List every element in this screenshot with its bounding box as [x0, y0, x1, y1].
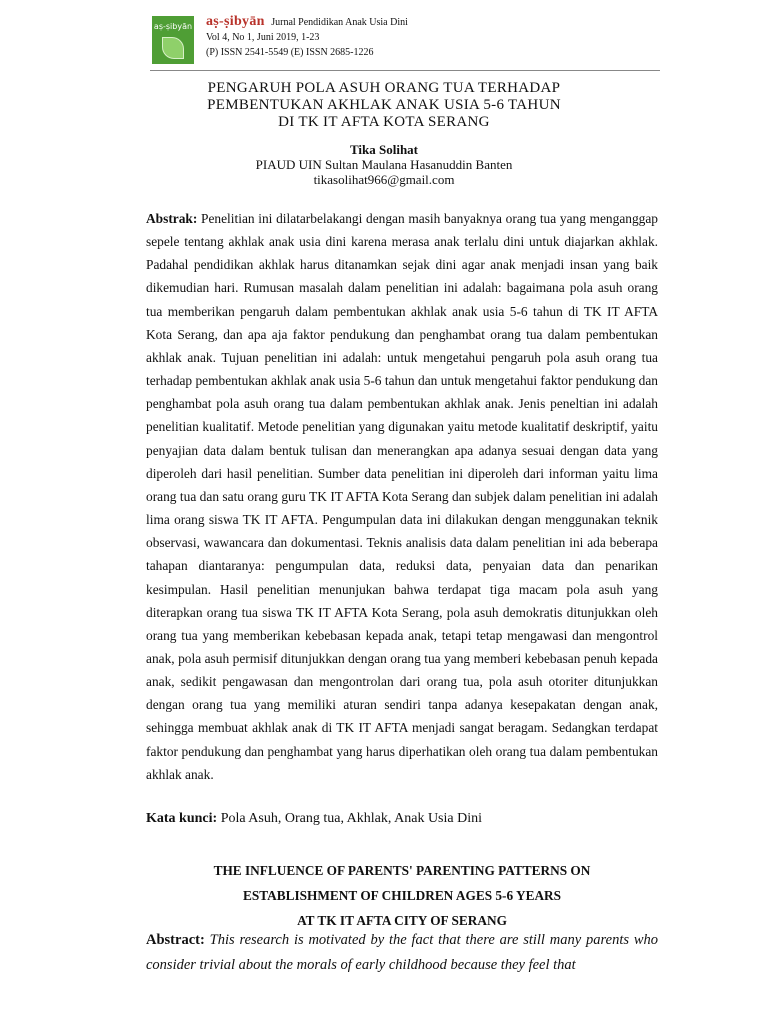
author-email: tikasolihat966@gmail.com — [313, 172, 455, 187]
title-line: PEMBENTUKAN AKHLAK ANAK USIA 5-6 TAHUN — [207, 97, 561, 113]
english-title-line: THE INFLUENCE OF PARENTS' PARENTING PATTERNS ON — [213, 863, 591, 878]
keywords-text: Pola Asuh, Orang tua, Akhlak, Anak Usia Dini — [220, 811, 482, 826]
english-title-line: ESTABLISHMENT OF CHILDREN AGES 5-6 YEARS — [242, 888, 562, 903]
abstract-label: Abstrak: — [146, 211, 198, 226]
author-block — [140, 142, 628, 187]
paper-title — [140, 80, 628, 131]
keywords-label: Kata kunci: — [146, 811, 218, 826]
logo-text: aṣ-ṣibyān — [153, 22, 193, 31]
journal-issn: (P) ISSN 2541-5549 (E) ISSN 2685-1226 — [206, 47, 374, 58]
english-abstract — [146, 928, 658, 978]
abstract-text: Penelitian ini dilatarbelakangi dengan masih banyaknya orang tua yang menganggap sepele tentang akhlak anak usia dini karena merasa anak terlalu dini untuk diajarkan akhlak. Padahal pendidikan akhlak harus ditanamkan sejak dini agar anak menjadi insan yang baik dikemudian hari. Rumusan masalah dalam penelitian ini adalah: bagaimana pola asuh orang tua memberikan pengaruh dalam pembentukan akhlak anak usia 5-6 tahun di TK IT AFTA Kota Serang, dan apa aja faktor pendukung dan penghambat orang tua dalam pembentukan akhlak anak. Tujuan penelitian ini adalah: untuk mengetahui pengaruh pola asuh orang tua terhadap pembentukan akhlak anak usia 5-6 tahun dan untuk mengetahui faktor pendukung dan penghambat pola asuh orang tua dalam pembentukan akhlak anak. Jenis peneltian ini adalah penelitian kualitatif. Metode penelitian yang digunakan yaitu metode kualitatif deskriptif, yaitu penyajian data dalam bentuk tulisan dan menerangkan apa adanya sesuai dengan data yang diperoleh dari hasil penelitian. Sumber data penelitian ini diperoleh dari informan yaitu lima orang tua dan satu orang guru TK IT AFTA Kota Serang dan subjek dalam penelitian ini adalah lima orang siswa TK IT AFTA. Pengumpulan data ini dilakukan dengan menggunakan teknik observasi, wawancara dan dokumentasi. Teknis analisis data dalam penelitian ini ada beberapa tahapan diantaranya: pengumpulan data, reduksi data, penyaian data dan penarikan kesimpulan. Hasil penelitian menunjukan bahwa terdapat tiga macam pola asuh yang diterapkan orang tua siswa TK IT AFTA Kota Serang, pola asuh demokratis ditunjukkan oleh orang tua yang memberikan kebebasan kepada anak, tetapi tetap mengawasi dan mengontrol anak, pola asuh permisif ditunjukkan dengan orang tua yang memberi kebebasan penuh kepada anak, sedikit pengawasan dan mengontrolan dari orang tua, pola asuh otoriter ditunjukkan dengan orang tua yang memiliki aturan sendiri tanpa adanya kesepakatan dengan anak, sehingga membuat akhlak anak di TK IT AFTA menjadi sangat beragam. Sedangkan terdapat faktor pendukung dan penghambat yang harus diperhatikan oleh orang tua dalam pembentukan akhlak anak. — [146, 211, 658, 782]
author-affiliation: PIAUD UIN Sultan Maulana Hasanuddin Banten — [255, 157, 513, 172]
journal-logo — [152, 16, 194, 64]
journal-brand: aṣ-ṣibyān — [206, 14, 265, 29]
title-line: PENGARUH POLA ASUH ORANG TUA TERHADAP — [207, 80, 561, 96]
keywords — [146, 808, 658, 830]
journal-header — [152, 14, 660, 70]
author-name: Tika Solihat — [349, 142, 419, 157]
journal-volume: Vol 4, No 1, Juni 2019, 1-23 — [206, 32, 320, 43]
header-divider — [150, 70, 660, 71]
english-abstract-label: Abstract: — [146, 932, 205, 948]
title-line: DI TK IT AFTA KOTA SERANG — [278, 114, 490, 130]
english-abstract-text: This research is motivated by the fact that there are still many parents who consider trivial about the morals of early childhood because they feel that — [146, 932, 659, 973]
journal-info — [206, 14, 408, 60]
english-title — [146, 858, 658, 933]
leaf-icon — [162, 37, 184, 59]
abstract-paragraph — [146, 207, 658, 786]
journal-name: Jurnal Pendidikan Anak Usia Dini — [271, 17, 408, 28]
english-title-line: AT TK IT AFTA CITY OF SERANG — [297, 913, 507, 928]
